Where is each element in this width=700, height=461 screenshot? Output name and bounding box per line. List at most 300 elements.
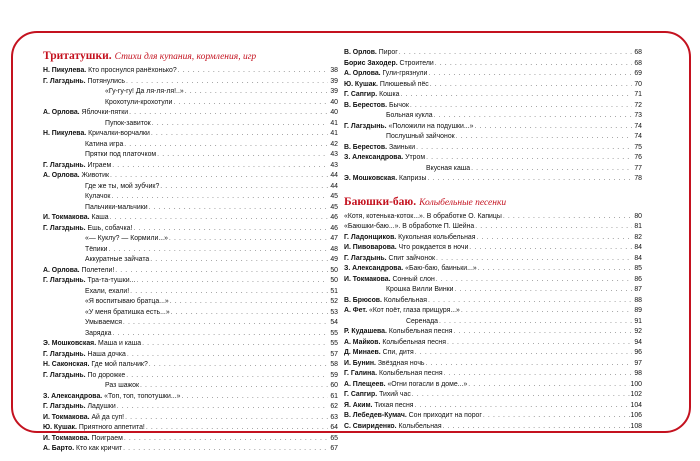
dot-leader [400,90,632,101]
section-title: Баюшки-баю. [344,195,417,208]
toc-entry-label [43,318,122,329]
toc-entry-title: Колыбельная [398,422,442,430]
toc-entry-title: Бычок [388,101,409,109]
toc-entry [344,164,642,175]
toc-entry-label [344,101,409,112]
toc-entry-page-number: 59 [330,371,338,379]
toc-entry-title: Ай да суп! [91,413,125,421]
toc-entry-title: «Баюшки-баю...». В обработке П. Шейна [344,223,475,230]
toc-entry-label [344,254,435,265]
dot-leader [157,150,328,161]
toc-entry-label [344,233,475,244]
toc-entry-title: Строители [399,59,434,67]
toc-entry-page-number: 61 [330,392,338,400]
dot-leader [173,98,328,109]
toc-entry-title: Играем [87,161,112,169]
toc-entry-author: З. Александрова. [344,265,404,272]
toc-entry [43,339,338,350]
toc-entry-title: Сон приходит на порог [408,412,482,419]
toc-entry-label [344,380,467,391]
toc-entry-label [43,245,108,256]
toc-entry [344,264,642,275]
dot-leader [426,359,632,370]
toc-entry-title: Сонный слон [392,275,435,283]
toc-entry-title: Кулачок [85,193,111,200]
toc-entry-page-number: 74 [634,122,642,130]
toc-entry-title: «У меня братишка есть...» [85,308,170,316]
toc-entry-title: Пирог [378,49,398,56]
toc-entry-page-number: 86 [634,275,642,283]
toc-entry-label [43,108,128,119]
toc-entry-label [344,338,446,349]
dot-leader [130,287,328,298]
toc-entry [344,306,642,317]
toc-entry [344,411,642,422]
toc-entry-author: З. Александрова. [43,392,103,400]
toc-entry [344,243,642,254]
toc-entry [344,327,642,338]
toc-entry [43,266,338,277]
toc-entry-title: Раз шажок [105,382,140,389]
toc-entry-title: Полетели! [81,266,115,274]
dot-leader [483,411,630,422]
toc-entry-author: В. Берестов. [344,143,388,151]
toc-entry-author: И. Пивоварова. [344,244,397,251]
toc-entry-page-number: 52 [330,298,338,305]
dot-leader [170,297,328,308]
toc-entry-title: «Гу-гу-гу! Да ля-ля-ля!..» [105,88,184,95]
dot-leader [133,224,328,235]
dot-leader [469,243,632,254]
toc-entry-page-number: 106 [630,412,642,419]
toc-entry-label [43,87,184,98]
toc-entry-label [43,308,170,319]
toc-entry-label [43,150,156,161]
dot-leader [178,66,328,77]
toc-entry-author: Д. Минаев. [344,349,381,356]
toc-entry-author: В. Берестов. [344,101,388,109]
toc-entry-label [43,329,112,340]
toc-entry-author: Г. Лагздынь. [43,371,86,379]
toc-entry-title: Кто проснулся ранёхонько? [88,67,177,74]
toc-entry-author: Г. Лагздынь. [43,161,86,169]
toc-entry-page-number: 39 [330,88,338,95]
toc-entry [43,287,338,298]
toc-entry-title: Крошка Вилли Винки [386,286,454,293]
toc-entry-title: Капризы [399,175,427,182]
toc-entry-label [43,444,122,455]
toc-entry-page-number: 41 [330,130,338,137]
toc-entry-label [344,174,426,185]
toc-entry-page-number: 48 [330,245,338,253]
toc-entry [344,212,642,223]
toc-entry-title: Вкусная каша [426,164,471,172]
section-heading-bayushki [344,194,642,208]
toc-entry-page-number: 97 [634,359,642,367]
toc-entry [344,59,642,70]
toc-entry-page-number: 88 [634,296,642,304]
toc-entry-label [344,306,460,317]
dot-leader [126,371,328,382]
toc-entry [43,381,338,392]
toc-entry-title: Колыбельная [383,296,427,304]
toc-entry-label [43,182,159,193]
dot-leader [129,108,328,119]
toc-entry-page-number: 51 [330,287,338,295]
toc-entry-title: Пальчики-мальчики [85,203,148,211]
toc-entry-title: Зарядка [85,329,112,337]
dot-leader [478,264,632,275]
toc-entry [43,371,338,382]
toc-entry-label [43,423,145,434]
toc-entry [43,182,338,193]
toc-entry-page-number: 73 [634,112,642,119]
toc-entry [344,296,642,307]
toc-entry-author: И. Токмакова. [43,413,90,421]
dot-leader [149,203,328,214]
toc-entry-label [43,266,114,277]
toc-entry-author: А. Плещеев. [344,380,386,388]
dot-leader [126,77,328,88]
toc-entry [43,318,338,329]
toc-entry-author: А. Барто. [43,445,75,452]
toc-entry-label [43,434,123,445]
toc-entry-title: По дорожке [87,371,126,379]
toc-entry-label [43,140,123,151]
toc-entry-label [43,98,172,109]
dot-leader [475,222,632,233]
toc-entry-title: Гули-грязнули [382,70,428,77]
dot-leader [150,255,328,266]
dot-leader [430,80,632,91]
toc-entry-author: Г. Лагздынь. [43,277,86,284]
toc-entry [43,245,338,256]
toc-entry-page-number: 81 [634,223,642,230]
toc-list-right [344,212,642,433]
toc-entry [344,174,642,185]
dot-leader [415,348,632,359]
dot-leader [127,350,328,361]
toc-list-left [43,66,338,455]
toc-entry-title: Ешь, собачка! [87,224,133,232]
toc-entry-author: Э. Мошковская. [344,175,398,182]
toc-entry-label [43,402,116,413]
toc-entry-title: Ладушки [87,403,116,410]
toc-entry-page-number: 68 [634,49,642,56]
toc-entry [43,392,338,403]
toc-entry-page-number: 72 [634,101,642,109]
toc-entry-title: Колыбельная песня [382,338,446,346]
toc-entry-page-number: 91 [634,317,642,325]
toc-entry [344,48,642,59]
toc-entry-title: Серенада [406,317,438,325]
toc-entry-title: «Огни погасли в доме...» [387,380,468,388]
dot-leader [113,329,329,340]
dot-leader [439,317,632,328]
dot-leader [140,381,328,392]
toc-entry [43,108,338,119]
toc-entry [344,359,642,370]
toc-entry-title: Кошка [379,91,400,98]
toc-entry-label [43,161,111,172]
toc-entry-page-number: 74 [634,133,642,140]
toc-entry-label [344,122,473,133]
toc-entry [43,203,338,214]
dot-leader [428,69,632,80]
toc-entry-author: Г. Сапгир. [344,91,378,98]
toc-entry-page-number: 87 [634,286,642,293]
toc-entry-label [344,359,425,370]
toc-entry-page-number: 68 [634,59,642,67]
toc-entry-page-number: 82 [634,233,642,241]
toc-entry-page-number: 43 [330,161,338,169]
toc-entry-label [43,224,132,235]
toc-entry-author: В. Лебедев-Кумач. [344,412,407,419]
dot-leader [471,164,632,175]
toc-entry-title: Колыбельная песня [388,328,453,335]
toc-entry [344,132,642,143]
toc-entry-page-number: 64 [330,424,338,431]
toc-entry-title: Послушный зайчонок [386,133,455,140]
toc-entry [344,101,642,112]
dot-leader [412,390,630,401]
toc-entry [344,338,642,349]
toc-entry-page-number: 43 [330,151,338,158]
dot-leader [468,380,629,391]
toc-entry-title: Утром [405,154,426,161]
toc-entry-page-number: 53 [330,308,338,316]
dot-leader [152,119,328,130]
toc-entry-title: Кто как кричит [76,445,123,452]
dot-leader [476,233,632,244]
toc-entry-label [43,66,177,77]
toc-entry-page-number: 55 [330,340,338,347]
toc-entry-author: А. Майков. [344,338,381,346]
section-heading-tritatushki [43,48,338,62]
toc-entry-label [43,171,109,182]
toc-entry-page-number: 108 [630,422,642,430]
toc-entry-label [344,275,435,286]
dot-leader [124,140,328,151]
dot-leader [436,275,632,286]
toc-entry-author: Э. Мошковская. [43,340,97,347]
toc-entry-author: Н. Саконская. [43,361,90,368]
toc-entry-author: А. Фет. [344,307,368,314]
dot-leader [124,434,328,445]
dot-leader [149,360,328,371]
section-title: Тритатушки. [43,50,112,62]
toc-entry [344,285,642,296]
toc-entry-author: Я. Аким. [344,401,373,409]
toc-entry-label [344,327,452,338]
toc-entry-page-number: 49 [330,256,338,263]
toc-entry-author: Ю. Кушак. [43,424,77,431]
toc-entry-author: Г. Лагздынь. [43,403,86,410]
toc-entry-title: Каша [91,214,109,221]
toc-entry-title: Крохотули-крохотули [105,98,173,106]
toc-entry-page-number: 84 [634,254,642,262]
toc-entry-page-number: 60 [330,382,338,389]
toc-entry [344,222,642,233]
toc-entry-title: «Баю-баю, баиньки...» [405,265,477,272]
dot-leader [125,413,328,424]
dot-leader [410,101,632,112]
toc-entry [43,255,338,266]
dot-leader [169,234,328,245]
toc-entry [344,122,642,133]
toc-entry-label [344,401,414,412]
dot-leader [115,266,328,277]
toc-entry [344,275,642,286]
toc-entry-title: Приятного аппетита! [78,424,145,431]
toc-list-right-top [344,48,642,185]
toc-entry-title: Тра-та-тушки... [87,277,136,284]
toc-entry-label [344,164,470,175]
toc-entry [344,380,642,391]
toc-entry-label [43,203,148,214]
toc-entry-label [43,350,126,361]
toc-entry [43,66,338,77]
toc-entry [344,111,642,122]
toc-entry [344,233,642,244]
toc-entry-author: Р. Кудашева. [344,328,387,335]
toc-entry [344,401,642,412]
toc-entry-label [344,48,398,59]
toc-entry-label [344,222,474,233]
toc-entry-title: «Топ, топ, топотушки...» [104,392,181,400]
toc-entry-title: Заиньки [388,143,416,151]
toc-entry-title: Яблочки-пятки [81,109,129,116]
toc-entry-label [344,296,427,307]
dot-leader [142,339,328,350]
toc-entry-title: Наша дочка [87,350,126,358]
toc-entry-page-number: 47 [330,235,338,242]
toc-entry-title: «Я воспитываю братца...» [85,298,169,305]
dot-leader [181,392,328,403]
toc-entry-title: Тёпики [85,245,108,253]
dot-leader [136,276,328,287]
toc-entry-title: Спит зайчонок [388,254,436,262]
toc-entry-author: Г. Сапгир. [344,391,378,398]
toc-entry-label [344,390,411,401]
toc-entry [344,317,642,328]
toc-entry [43,87,338,98]
toc-entry-label [43,297,169,308]
toc-entry-page-number: 63 [330,413,338,421]
toc-entry-label [43,192,110,203]
toc-entry-page-number: 94 [634,338,642,346]
toc-entry-label [344,317,438,328]
toc-entry [43,444,338,455]
toc-entry-page-number: 40 [330,109,338,116]
toc-entry-author: Г. Галина. [344,370,378,377]
toc-entry-page-number: 50 [330,266,338,274]
toc-entry-title: Прятки под платочком [85,151,157,158]
toc-entry-page-number: 39 [330,77,338,85]
toc-entry-author: А. Орлова. [43,172,80,179]
toc-entry-title: «Котя, котенька-коток...». В обработке О. Капицы [344,212,502,220]
toc-entry-page-number: 98 [634,370,642,377]
left-column [43,48,338,455]
toc-entry-author: Г. Лагздынь. [43,77,86,85]
right-column [344,48,642,432]
toc-entry-title: Больная кукла [386,112,433,119]
toc-entry-page-number: 45 [330,203,338,211]
toc-entry [43,402,338,413]
toc-entry-page-number: 100 [630,380,642,388]
toc-entry-page-number: 57 [330,350,338,358]
toc-entry-label [43,381,139,392]
toc-entry [344,143,642,154]
toc-entry-title: Катина игра [85,140,124,148]
toc-entry-label [43,276,135,287]
toc-entry-page-number: 70 [634,80,642,88]
toc-entry [43,276,338,287]
toc-entry-author: Г. Ладонщиков. [344,233,397,241]
toc-entry-author: И. Бунин. [344,359,376,367]
toc-entry [43,213,338,224]
toc-entry-page-number: 38 [330,67,338,74]
dot-leader [447,338,632,349]
toc-entry-label [43,287,129,298]
toc-entry-page-number: 69 [634,70,642,77]
section-subtitle: Стихи для купания, кормления, игр [114,52,257,62]
toc-entry-author: Г. Лагздынь. [344,122,387,130]
toc-entry [43,224,338,235]
toc-entry-page-number: 96 [634,349,642,356]
dot-leader [117,402,328,413]
toc-entry-author: Г. Лагздынь. [43,224,86,232]
toc-entry-label [43,213,109,224]
toc-entry [344,390,642,401]
toc-entry [344,153,642,164]
toc-entry-page-number: 65 [330,434,338,442]
toc-entry-author: Борис Заходер. [344,59,398,67]
toc-entry-author: И. Токмакова. [43,434,90,442]
toc-entry-title: Где мой пальчик? [91,361,148,368]
toc-entry-page-number: 42 [330,140,338,148]
toc-entry-label [344,90,399,101]
toc-entry-label [344,111,433,122]
toc-entry-page-number: 55 [330,329,338,337]
toc-entry-label [344,264,477,275]
dot-leader [434,111,632,122]
dot-leader [111,192,328,203]
toc-entry-page-number: 40 [330,98,338,106]
toc-entry-page-number: 46 [330,224,338,232]
dot-leader [415,401,630,412]
toc-entry-page-number: 50 [330,277,338,284]
toc-entry-label [344,69,427,80]
toc-entry-page-number: 104 [630,401,642,409]
toc-entry [43,77,338,88]
toc-entry [344,369,642,380]
toc-entry-author: В. Брюсов. [344,296,382,304]
dot-leader [444,369,632,380]
dot-leader [146,423,328,434]
toc-entry [43,423,338,434]
toc-entry [43,119,338,130]
toc-entry-title: Звёздная ночь [377,359,425,367]
toc-entry-page-number: 78 [634,175,642,182]
dot-leader [112,161,328,172]
toc-entry-author: Г. Лагздынь. [43,350,86,358]
toc-entry-page-number: 85 [634,265,642,272]
dot-leader [435,59,632,70]
toc-entry-label [43,119,151,130]
toc-entry-title: Потянулись [87,77,126,85]
toc-entry-title: Животик [81,172,110,179]
